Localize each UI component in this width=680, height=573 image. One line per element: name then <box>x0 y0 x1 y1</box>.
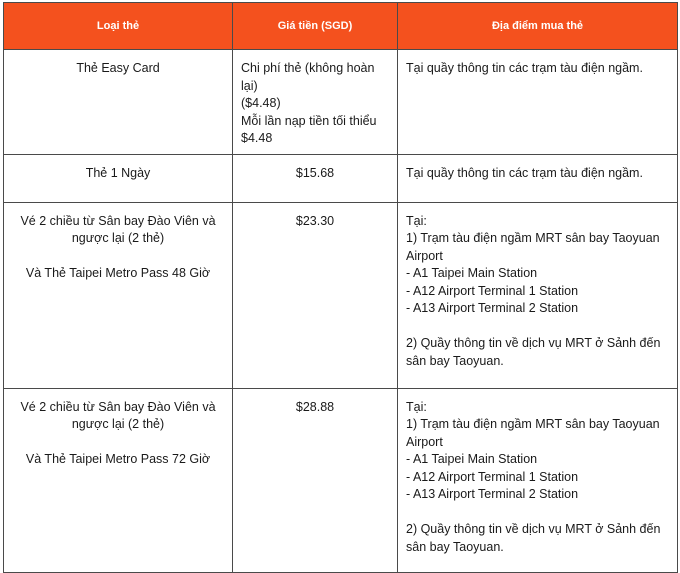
table-row <box>4 50 678 155</box>
header-purchase-location: Địa điểm mua thẻ <box>398 3 678 50</box>
header-card-type: Loại thẻ <box>4 3 233 50</box>
cell-text: - A1 Taipei Main Station <box>406 266 538 280</box>
cell-text: 1) Trạm tàu điện ngầm MRT sân bay Taoyuan Airport <box>406 231 660 263</box>
cell-card-type <box>4 50 233 155</box>
cell-text: - A13 Airport Terminal 2 Station <box>406 487 579 501</box>
cell-text: Và Thẻ Taipei Metro Pass 48 Giờ <box>25 266 211 280</box>
cell-text: 2) Quầy thông tin về dịch vụ MRT ở Sảnh đến sân bay Taoyuan. <box>406 522 661 554</box>
table-row <box>4 388 678 572</box>
cell-text: Tại quầy thông tin các trạm tàu điện ngầm. <box>406 61 643 75</box>
cell-text: Và Thẻ Taipei Metro Pass 72 Giờ <box>25 452 211 466</box>
cell-text: Tại quầy thông tin các trạm tàu điện ngầm. <box>406 165 643 180</box>
cell-price <box>233 50 398 155</box>
cell-text: 2) Quầy thông tin về dịch vụ MRT ở Sảnh đến sân bay Taoyuan. <box>406 336 661 368</box>
cell-text: - A12 Airport Terminal 1 Station <box>406 469 579 484</box>
cell-text: 1) Trạm tàu điện ngầm MRT sân bay Taoyuan Airport <box>406 417 660 449</box>
cell-card-type <box>4 388 233 572</box>
cell-price <box>233 154 398 202</box>
cell-price <box>233 202 398 388</box>
cell-location <box>398 202 678 388</box>
header-price: Giá tiền (SGD) <box>233 3 398 50</box>
cell-text: Tại: <box>406 399 427 414</box>
cell-location <box>398 388 678 572</box>
cell-text: $4.48 <box>241 131 273 145</box>
table-row <box>4 154 678 202</box>
cell-text: Thẻ 1 Ngày <box>85 165 151 180</box>
cell-text: Thẻ Easy Card <box>76 61 160 75</box>
price-table-container <box>3 2 677 564</box>
table-row <box>4 202 678 388</box>
cell-text: $28.88 <box>295 399 335 414</box>
cell-text: Chi phí thẻ (không hoàn lại) <box>241 61 375 93</box>
cell-text: Mỗi lần nạp tiền tối thiểu <box>241 113 377 128</box>
metro-card-price-table <box>3 2 678 573</box>
cell-text: $23.30 <box>295 213 335 228</box>
cell-price <box>233 388 398 572</box>
cell-location <box>398 50 678 155</box>
cell-location <box>398 154 678 202</box>
cell-text: - A1 Taipei Main Station <box>406 452 538 466</box>
cell-text: - A13 Airport Terminal 2 Station <box>406 301 579 315</box>
cell-card-type <box>4 202 233 388</box>
cell-text: Vé 2 chiều từ Sân bay Đào Viên và ngược lại (2 thẻ) <box>20 213 216 245</box>
table-header-row <box>4 3 678 50</box>
cell-text: - A12 Airport Terminal 1 Station <box>406 283 579 298</box>
cell-text: Vé 2 chiều từ Sân bay Đào Viên và ngược lại (2 thẻ) <box>20 399 216 431</box>
cell-text: $15.68 <box>295 165 335 180</box>
cell-card-type <box>4 154 233 202</box>
cell-text: ($4.48) <box>241 96 281 110</box>
cell-text: Tại: <box>406 213 427 228</box>
